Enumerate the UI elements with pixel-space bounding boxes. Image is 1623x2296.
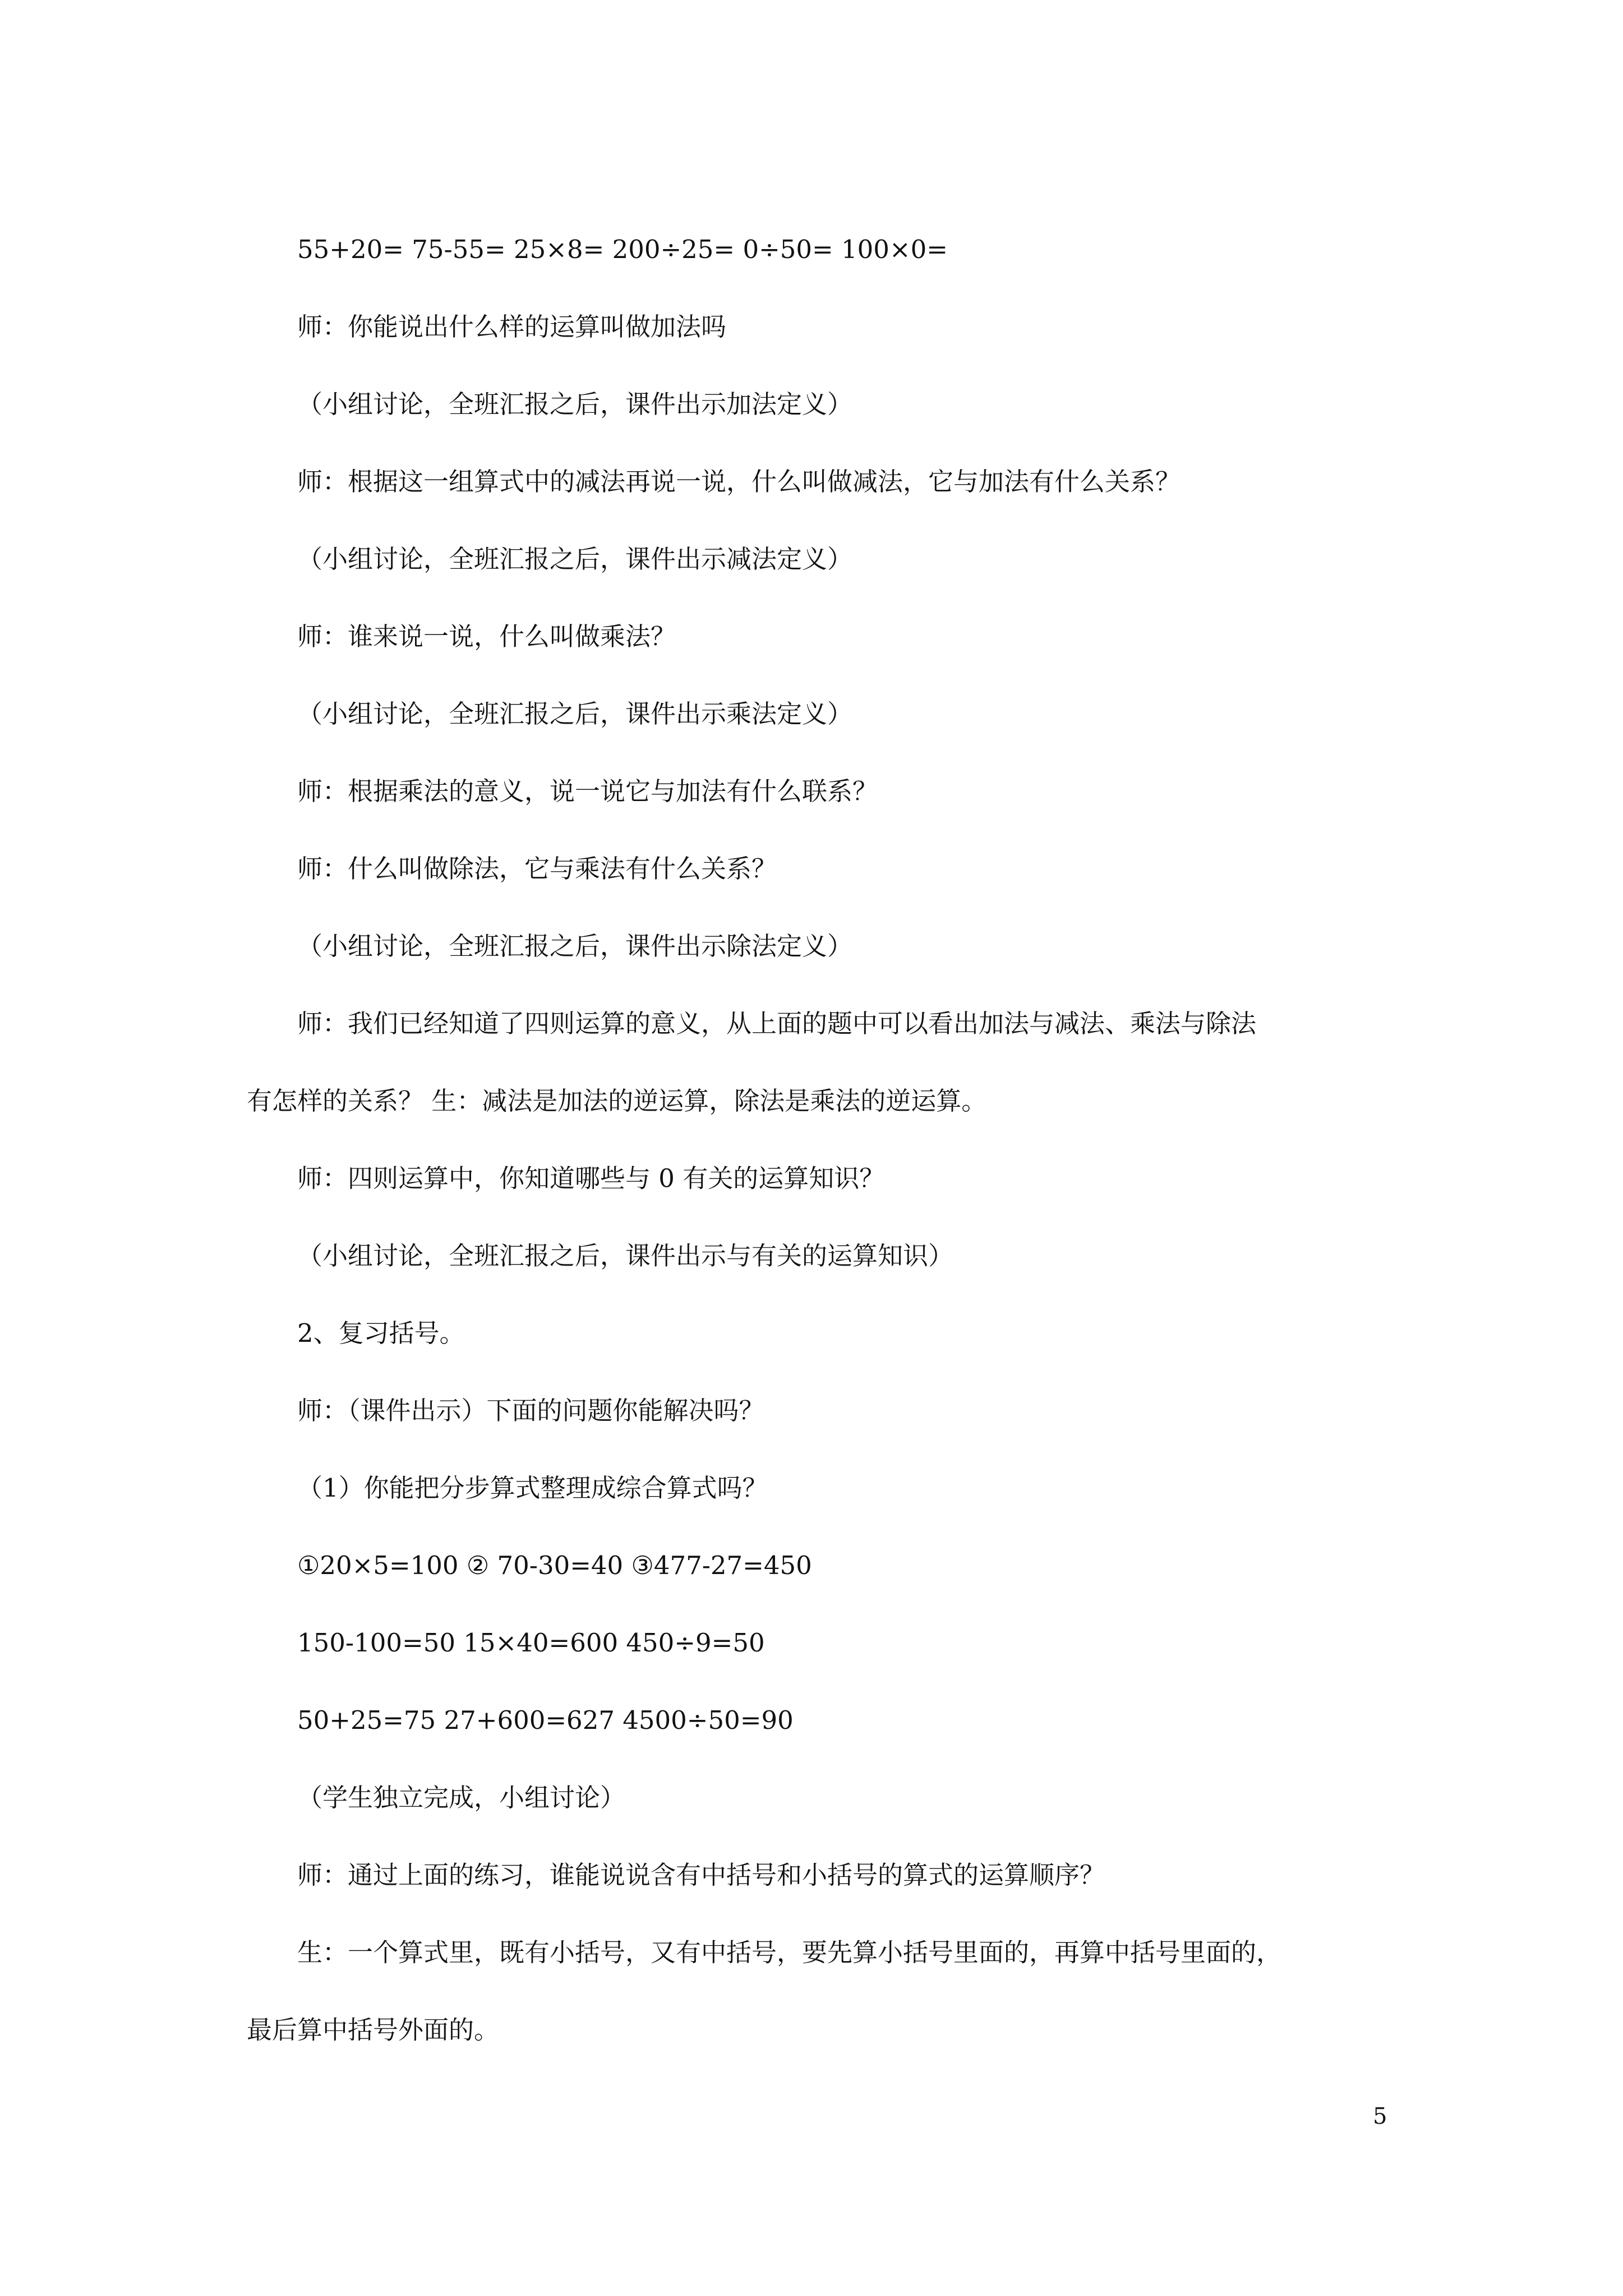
- text-line-equations: 55+20= 75-55= 25×8= 200÷25= 0÷50= 100×0=: [297, 234, 948, 264]
- text-line: （1）你能把分步算式整理成综合算式吗？: [297, 1473, 768, 1503]
- text-line: 师：根据乘法的意义，说一说它与加法有什么联系？: [297, 776, 878, 806]
- text-line: 生：一个算式里，既有小括号，又有中括号，要先算小括号里面的，再算中括号里面的，: [297, 1938, 1282, 1967]
- text-line: （小组讨论，全班汇报之后，课件出示减法定义）: [297, 544, 853, 574]
- equation-line: 150-100=50 15×40=600 450÷9=50: [297, 1628, 765, 1658]
- text-line: 师：（课件出示）下面的问题你能解决吗？: [297, 1396, 764, 1425]
- equation-line: ①20×5=100 ② 70-30=40 ③477-27=450: [297, 1550, 812, 1580]
- text-line-wrapped: 最后算中括号外面的。: [247, 2015, 500, 2045]
- section-heading: 2、复习括号。: [297, 1318, 465, 1348]
- text-line-wrapped: 有怎样的关系？ 生：减法是加法的逆运算，除法是乘法的逆运算。: [247, 1086, 987, 1116]
- text-line: 师：谁来说一说，什么叫做乘法？: [297, 622, 676, 651]
- equation-line: 50+25=75 27+600=627 4500÷50=90: [297, 1705, 794, 1735]
- text-line: 师：通过上面的练习，谁能说说含有中括号和小括号的算式的运算顺序？: [297, 1860, 1105, 1890]
- text-line: 师：我们已经知道了四则运算的意义，从上面的题中可以看出加法与减法、乘法与除法: [297, 1009, 1257, 1038]
- text-line: （小组讨论，全班汇报之后，课件出示加法定义）: [297, 389, 853, 419]
- text-line: （小组讨论，全班汇报之后，课件出示与有关的运算知识）: [297, 1241, 954, 1271]
- text-line: （学生独立完成，小组讨论）: [297, 1783, 626, 1812]
- text-line: 师：什么叫做除法，它与乘法有什么关系？: [297, 854, 777, 884]
- text-line: 师：根据这一组算式中的减法再说一说，什么叫做减法，它与加法有什么关系？: [297, 467, 1181, 496]
- page-number: 5: [1373, 2104, 1387, 2129]
- text-line: （小组讨论，全班汇报之后，课件出示乘法定义）: [297, 699, 853, 729]
- text-line: 师：四则运算中，你知道哪些与 0 有关的运算知识？: [297, 1163, 885, 1193]
- text-line: （小组讨论，全班汇报之后，课件出示除法定义）: [297, 931, 853, 961]
- text-line: 师：你能说出什么样的运算叫做加法吗: [297, 312, 727, 342]
